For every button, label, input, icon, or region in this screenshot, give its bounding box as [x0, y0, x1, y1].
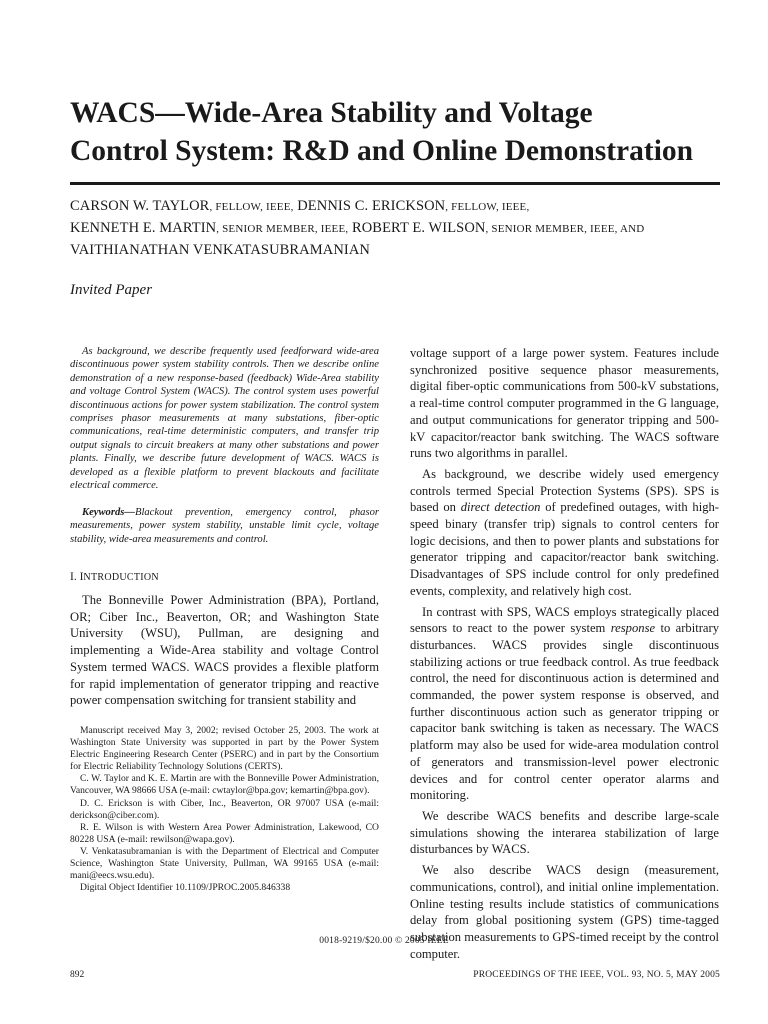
text-run: to arbitrary disturbances. WACS provides single discontinuous stabilizing actions or true feedback control. As true feedback control, the need for discontinuous action is determined and commanded, the power system response is observed, and further discontinuous action such as generator tripping or capacitor bank switching is taken as necessary. The WACS platform may also be used for wide-area modulation control of generators and transmission-level power electronic devices and for control center operator alarms and monitoring.	[410, 621, 720, 803]
author-role: , FELLOW, IEEE,	[209, 201, 294, 213]
section-title: NTRODUCTION	[83, 572, 159, 583]
text-run: In contrast with SPS, WACS employs strategically placed sensors to react to the power system	[410, 604, 719, 636]
footnote: Manuscript received May 3, 2002; revised October 25, 2003. The work at Washington State University was supported in part by the Power System Electric Engineering Research Center (PSERC) and in part by the Consortium for Electric Reliability Technology Solutions (CERTS).	[70, 725, 379, 773]
section-heading	[70, 571, 159, 583]
author-name: KENNETH E. MARTIN	[70, 220, 217, 236]
keywords-text: Blackout prevention, emergency control, phasor measurements, power system stability, unstable limit cycle, voltage stability, wide-area measurements and control.	[70, 507, 379, 545]
title-rule	[70, 182, 720, 185]
body-paragraph: voltage support of a large power system. Features include synchronized positive sequence phasor measurements, digital fiber-optic communications from 500-kV substations, a real-time control computer programmed in the G language, and output communications for generator tripping and 500-kV capacitor/reactor bank switching. The WACS software runs two algorithms in parallel.	[410, 346, 719, 461]
body-paragraph: We also describe WACS design (measurement, communications, control), and initial online implementation. Online testing results include statistics of communications delay from global positioning system (GPS) time-tagged substation measurements to GPS-timed receipt by the control computer.	[410, 863, 719, 961]
footnote: R. E. Wilson is with Western Area Power Administration, Lakewood, CO 80228 USA (e-mail: rewilson@wapa.gov).	[70, 821, 379, 845]
author-role: , SENIOR MEMBER, IEEE,	[216, 223, 349, 235]
author-list	[70, 196, 730, 261]
author-name: DENNIS C. ERICKSON	[297, 198, 446, 214]
section-number: I. I	[70, 571, 84, 583]
footnote: V. Venkatasubramanian is with the Department of Electrical and Computer Science, Washington State University, Pullman, WA 99165 USA (e-mail: mani@eecs.wsu.edu).	[70, 845, 379, 882]
title-line-2: Control System: R&D and Online Demonstration	[70, 135, 694, 167]
intro-paragraph: The Bonneville Power Administration (BPA), Portland, OR; Ciber Inc., Beaverton, OR; and Washington State University (WSU), Pullman, are designing and implementing a Wide-Area stability and voltage Control System termed WACS. WACS provides a flexible platform for rapid implementation of generator tripping and reactive power compensation switching for transient stability and	[70, 593, 379, 708]
footnote: C. W. Taylor and K. E. Martin are with the Bonneville Power Administration, Vancouver, WA 98666 USA (e-mail: cwtaylor@bpa.gov; kemartin@bpa.gov).	[70, 773, 379, 797]
title-line-1: WACS—Wide-Area Stability and Voltage	[70, 97, 593, 129]
keywords-label: Keywords—	[82, 507, 135, 518]
paper-title	[70, 94, 730, 170]
footnote: Digital Object Identifier 10.1109/JPROC.2005.846338	[80, 882, 291, 894]
right-column	[410, 345, 719, 966]
body-paragraph	[410, 604, 719, 804]
author-name: VAITHIANATHAN VENKATASUBRAMANIAN	[70, 242, 370, 258]
author-name: CARSON W. TAYLOR	[70, 198, 210, 214]
footnotes	[70, 725, 379, 894]
journal-running-footer: PROCEEDINGS OF THE IEEE, VOL. 93, NO. 5, MAY 2005	[473, 970, 720, 980]
author-name: ROBERT E. WILSON	[351, 220, 486, 236]
text-run: As background, we describe widely used emergency controls termed Special Protection Systems (SPS). SPS is based on	[410, 466, 719, 515]
body-paragraph: We describe WACS benefits and describe large-scale simulations showing the interarea stabilization of large disturbances by WACS.	[410, 808, 719, 857]
copyright-line: 0018-9219/$20.00 © 2005 IEEE	[319, 936, 449, 946]
author-role: , FELLOW, IEEE,	[445, 201, 530, 213]
footnote: D. C. Erickson is with Ciber, Inc., Beaverton, OR 97007 USA (e-mail: derickson@ciber.com).	[70, 797, 379, 821]
emphasis: response	[610, 621, 656, 636]
text-run: of predefined outages, with high-speed binary (transfer trip) signals to control centers for logic decisions, and then to power plants and substations for generator tripping and capacitor/reactor bank switching. Disadvantages of SPS include control for only predefined events, complexity, and relatively high cost.	[410, 500, 719, 598]
keywords	[70, 506, 379, 546]
emphasis: direct detection	[460, 500, 541, 515]
author-role: , SENIOR MEMBER, IEEE, AND	[485, 223, 645, 235]
abstract: As background, we describe frequently used feedforward wide-area discontinuous power system stability controls. Then we describe online demonstration of a new response-based (feedback) Wide-Area stability and voltage Control System (WACS). The control system uses powerful discontinuous actions for power system stabilization. The control system comprises phasor measurements at many substations, fiber-optic communications, real-time deterministic computers, and transfer trip output signals to circuit breakers at many other substations and power plants. Finally, we describe future development of WACS. WACS is developed as a flexible platform to prevent blackouts and facilitate electrical commerce.	[70, 346, 379, 492]
body-paragraph	[410, 466, 719, 600]
page-number: 892	[70, 970, 85, 980]
invited-paper-label: Invited Paper	[70, 282, 153, 298]
